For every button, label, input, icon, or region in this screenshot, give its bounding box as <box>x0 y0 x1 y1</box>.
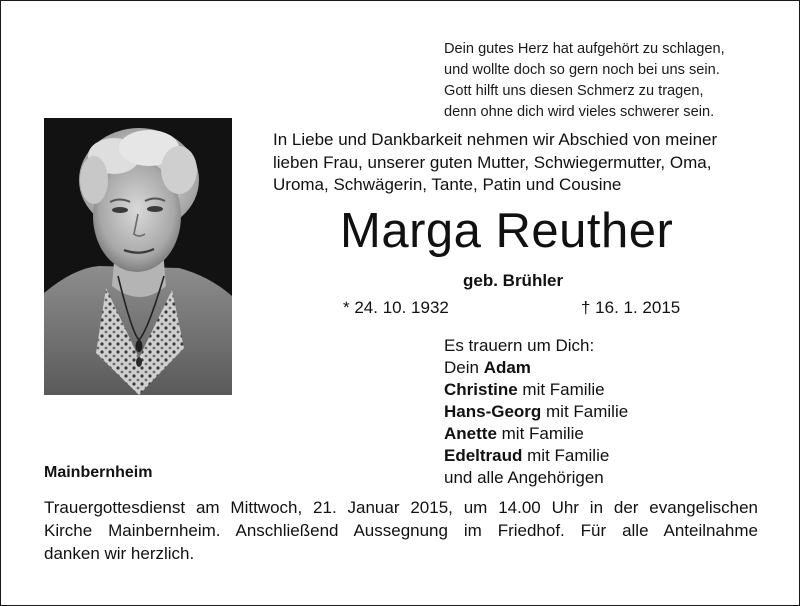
mourner-name: Anette <box>444 424 497 443</box>
intro-line: In Liebe und Dankbarkeit nehmen wir Abschied von meiner <box>273 130 718 149</box>
death-date: † 16. 1. 2015 <box>581 298 681 317</box>
mourner-suffix: mit Familie <box>541 402 629 421</box>
mourners-closing: und alle Angehörigen <box>444 468 604 487</box>
mourner-row <box>444 445 764 467</box>
service-line: danken wir herzlich. <box>44 544 195 563</box>
mourners-heading: Es trauern um Dich: <box>444 336 595 355</box>
mourner-name: Edeltraud <box>444 446 523 465</box>
funeral-service-text <box>44 496 758 565</box>
poem-line: denn ohne dich wird vieles schwerer sein. <box>444 104 715 120</box>
portrait-image <box>44 118 232 395</box>
deceased-name: Marga Reuther <box>340 204 674 258</box>
service-line: Kirche Mainbernheim. Anschließend Aussegnung im Friedhof. Für alle Anteilnahme <box>44 521 758 540</box>
birth-date: * 24. 10. 1932 <box>343 298 449 317</box>
intro-line: lieben Frau, unserer guten Mutter, Schwiegermutter, Oma, <box>273 152 712 172</box>
mourner-row <box>444 401 764 423</box>
mourner-suffix: mit Familie <box>522 446 610 465</box>
mourner-row <box>444 357 764 379</box>
service-line: Trauergottesdienst am Mittwoch, 21. Januar 2015, um 14.00 Uhr in der evangelischen <box>44 498 758 517</box>
poem-line: Dein gutes Herz hat aufgehört zu schlagen, <box>444 41 725 57</box>
poem-line: und wollte doch so gern noch bei uns sein. <box>444 62 720 78</box>
mourner-prefix: Dein <box>444 358 484 377</box>
mourner-suffix: mit Familie <box>496 424 584 443</box>
mourner-name: Christine <box>444 380 518 399</box>
mourners-list <box>444 335 764 489</box>
mourner-name: Hans-Georg <box>444 402 542 421</box>
mourner-row <box>444 379 764 401</box>
mourner-row <box>444 423 764 445</box>
farewell-text <box>273 129 773 197</box>
maiden-name: geb. Brühler <box>463 271 564 290</box>
portrait-photo <box>44 118 232 395</box>
intro-line: Uroma, Schwägerin, Tante, Patin und Cousine <box>273 175 622 194</box>
mourner-name: Adam <box>483 358 531 377</box>
place-name: Mainbernheim <box>44 464 153 481</box>
memorial-poem <box>444 39 774 123</box>
mourner-suffix: mit Familie <box>517 380 605 399</box>
poem-line: Gott hilft uns diesen Schmerz zu tragen, <box>444 83 704 99</box>
